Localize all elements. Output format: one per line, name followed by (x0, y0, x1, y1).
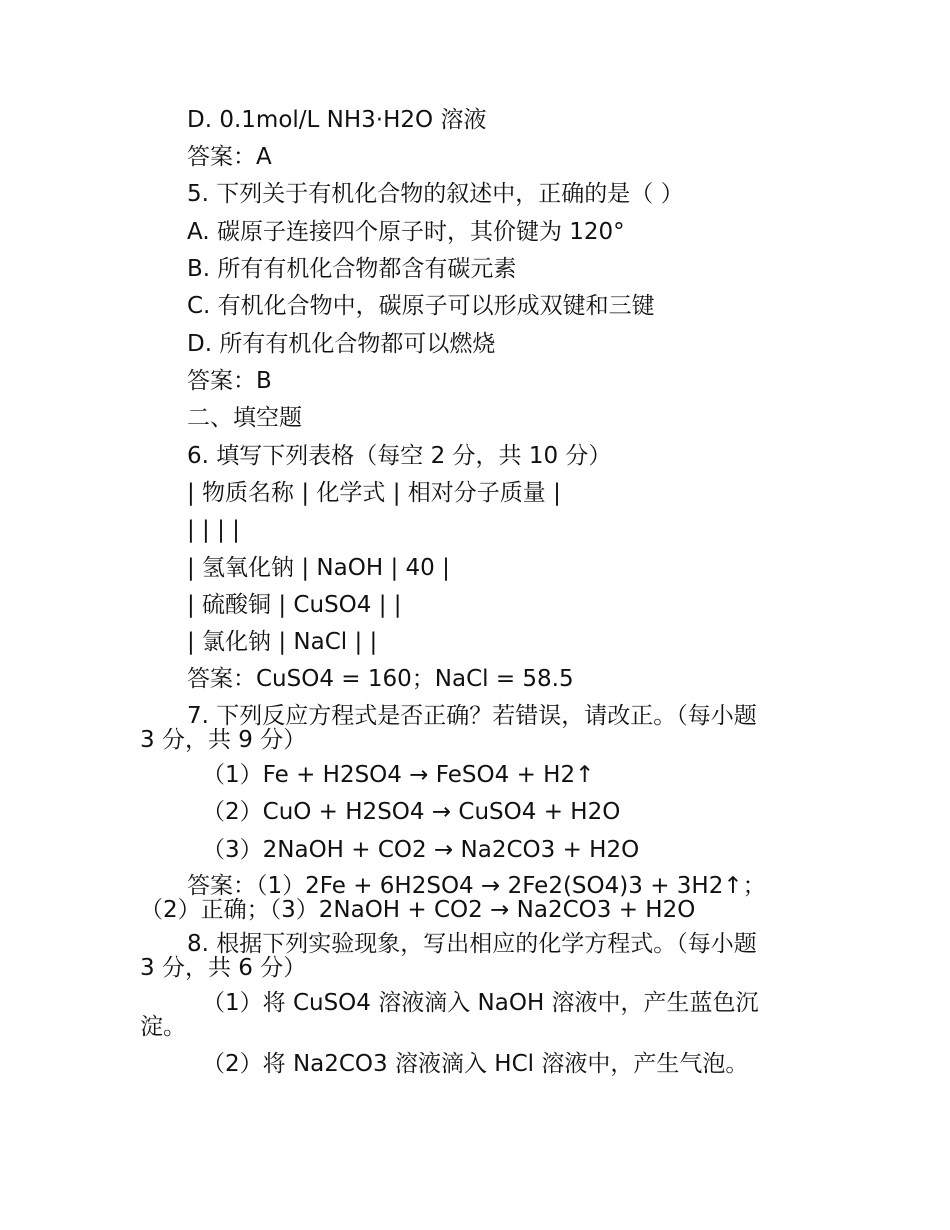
table-header-row: | 物质名称 | 化学式 | 相对分子质量 | (187, 480, 561, 506)
option-a-q5: A. 碳原子连接四个原子时，其价键为 120° (187, 219, 625, 245)
question-8-item-1-line2: 淀。 (140, 1014, 186, 1040)
question-8-line2: 3 分，共 6 分） (140, 955, 307, 981)
answer-q6: 答案：CuSO4 = 160；NaCl = 58.5 (187, 666, 574, 692)
question-8-line1: 8. 根据下列实验现象，写出相应的化学方程式。（每小题 (187, 931, 757, 957)
answer-q7-line2: （2）正确；（3）2NaOH + CO2 → Na2CO3 + H2O (140, 897, 696, 923)
question-7 (140, 703, 817, 753)
answer-q5: 答案：B (187, 368, 272, 394)
answer-q4: 答案：A (187, 144, 272, 170)
answer-q7-line1: 答案：（1）2Fe + 6H2SO4 → 2Fe2(SO4)3 + 3H2↑； (187, 873, 766, 899)
table-separator-row: | | | | (187, 517, 240, 543)
question-5: 5. 下列关于有机化合物的叙述中，正确的是（ ） (187, 181, 684, 207)
question-6: 6. 填写下列表格（每空 2 分，共 10 分） (187, 443, 612, 469)
question-7-line2: 3 分，共 9 分） (140, 727, 307, 753)
option-b-q5: B. 所有有机化合物都含有碳元素 (187, 256, 517, 282)
section-heading-fill-blank: 二、填空题 (187, 405, 302, 431)
table-row: | 硫酸铜 | CuSO4 | | (187, 592, 402, 618)
option-d-q4: D. 0.1mol/L NH3·H2O 溶液 (187, 107, 487, 133)
question-8-item-1 (140, 990, 832, 1040)
answer-q7 (140, 873, 817, 923)
question-7-item-2: （2）CuO + H2SO4 → CuSO4 + H2O (202, 799, 621, 825)
question-8 (140, 931, 817, 981)
question-8-item-2: （2）将 Na2CO3 溶液滴入 HCl 溶液中，产生气泡。 (202, 1051, 749, 1077)
question-8-item-1-line1: （1）将 CuSO4 溶液滴入 NaOH 溶液中，产生蓝色沉 (202, 990, 759, 1016)
question-7-item-3: （3）2NaOH + CO2 → Na2CO3 + H2O (202, 837, 640, 863)
question-7-line1: 7. 下列反应方程式是否正确？若错误，请改正。（每小题 (187, 703, 757, 729)
option-d-q5: D. 所有有机化合物都可以燃烧 (187, 331, 496, 357)
table-row: | 氯化钠 | NaCl | | (187, 629, 378, 655)
table-row: | 氢氧化钠 | NaOH | 40 | (187, 555, 450, 581)
option-c-q5: C. 有机化合物中，碳原子可以形成双键和三键 (187, 293, 655, 319)
question-7-item-1: （1）Fe + H2SO4 → FeSO4 + H2↑ (202, 762, 595, 788)
